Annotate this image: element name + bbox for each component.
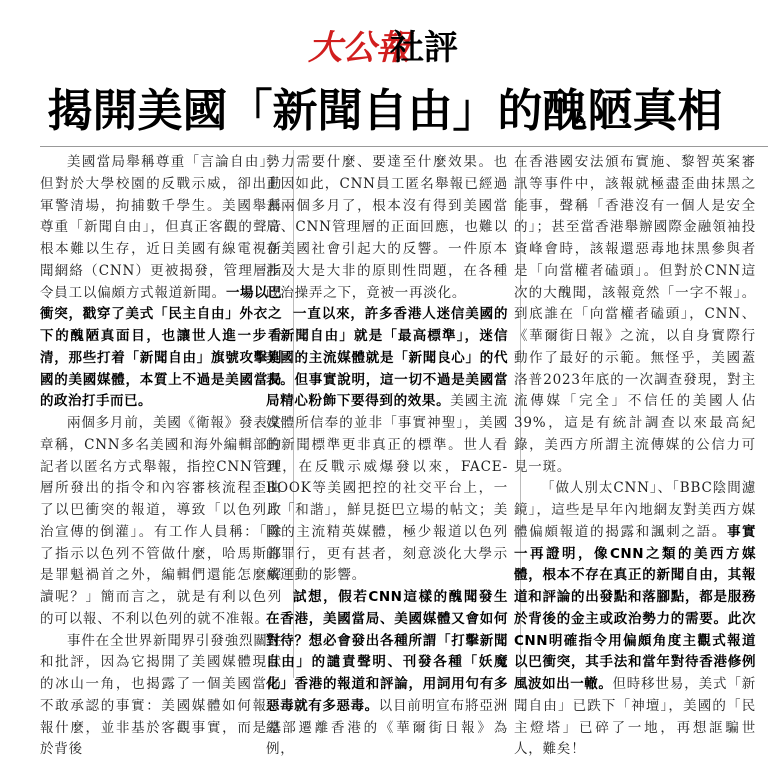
emphasis-text: 試想，假若CNN這樣的醜聞發生在香港，美國當局、美國媒體又會如何對待？想必會發出各種所謂「打擊新聞自由」的譴責聲明、刊發各種「妖魔化」香港的報道和評論，用詞用句有多惡毒就有多惡毒。 <box>266 589 508 714</box>
headline-divider <box>40 146 768 147</box>
article-paragraph <box>514 478 756 761</box>
body-text: 以目前明宣布將亞洲總部遷離香港的《華爾街日報》為例， <box>266 698 508 758</box>
section-title: 社評 <box>390 28 458 68</box>
article-paragraph <box>40 152 282 413</box>
article-paragraph <box>40 631 282 761</box>
body-text: 勢力需要什麼、要達至什麼效果。也正因如此，CNN員工匿名舉報已經過去兩個多月了，根本沒有得到美國當局、CNN管理層的正面回應，也難以在美國社會引起大的反響。一件原本涉及大是大非的原則性問題，在各種政治操弄之下，竟被一再淡化。 <box>266 154 508 301</box>
article-column-3 <box>514 152 756 677</box>
emphasis-text: 一場以巴衝突，戳穿了美式「民主自由」外衣之下的醜陋真面目，也讓世人進一步看清，那些打着「新聞自由」旗號攻擊別國的美國媒體，本質上不過是美國當局的政治打手而已。 <box>40 285 282 410</box>
emphasis-text: 一直以來，許多香港人迷信美國的「新聞自由」就是「最高標準」，迷信美國的主流媒體就是「新聞良心」的代表。但事實說明，這一切不過是美國當局精心粉飾下要得到的效果。 <box>266 306 508 409</box>
article-paragraph <box>40 413 282 631</box>
body-text: 美國當局舉稱尊重「言論自由」，但對於大學校園的反戰示威，卻出動軍警清場，拘捕數千學生。美國舉稱尊重「新聞自由」，但真正客觀的聲音根本難以生存，近日美國有線電視新聞網絡（CNN）更被揭發，管理層指令員工以偏頗方式報道新聞。 <box>40 154 282 301</box>
body-text: 在香港國安法頒布實施、黎智英案審訊等事件中，該報就極盡歪曲抹黑之能事，聲稱「香港沒有一個人是安全的」；甚至當香港舉辦國際金融領袖投資峰會時，該報還惡毒地抹黑參與者是「向當權者磕頭」。但對於CNN這次的大醜聞，該報竟然「一字不報」。到底誰在「向當權者磕頭」，CNN、《華爾街日報》之流，以自身實際行動作了最好的示範。無怪乎，美國蓋洛普2023年底的一次調查發現，對主流傳媒「完全」不信任的美國人佔39%，這是有統計調查以來最高紀錄，美西方所謂主流傳媒的公信力可見一斑。 <box>514 154 756 475</box>
body-text: 事件在全世界新聞界引發強烈關注和批評，因為它揭開了美國媒體現狀的冰山一角，也揭露了一個美國當局不敢承認的事實：美國媒體如何報、報什麼，並非基於客觀事實，而是基於背後 <box>40 633 282 758</box>
article-paragraph <box>514 152 756 478</box>
body-text: 兩個多月前，美國《衛報》發表文章稱，CNN多名美國和海外編輯部的記者以匿名方式舉報，指控CNN管理層所發出的指令和內容審核流程歪曲了以巴衝突的報道，導致「以色列政治宣傳的倒灌」。有工作人員稱：「除了指示以色列不管做什麼，哈馬斯都是罪魁禍首之外，編輯們還能怎麼解讀呢？」簡而言之，就是有利以色列的可以報、不利以色列的就不准報。 <box>40 415 282 627</box>
masthead <box>0 28 770 68</box>
newspaper-logo: 大公報 <box>308 28 410 68</box>
body-text: 「做人別太CNN」、「BBC陰間濾鏡」，這些是早年內地網友對美西方媒體偏頗報道的揭露和諷刺之語。 <box>514 480 756 540</box>
article-paragraph <box>266 152 508 304</box>
body-text: 美國主流媒體所信奉的並非「事實神聖」，美國的新聞標準更非真正的標準。世人看到，在反戰示威爆發以來，FACE-BOOK等美國把控的社交平台上，一片「和諧」，鮮見挺巴立場的帖文；美國的主流精英媒體，極少報道以色列的罪行，更有甚者，刻意淡化大學示威運動的影響。 <box>266 393 508 583</box>
article-column-2 <box>266 152 508 677</box>
body-text: 但時移世易，美式「新聞自由」已跌下「神壇」，美國的「民主燈塔」已碎了一地，再想誆騙世人，難矣！ <box>514 676 756 757</box>
article-paragraph <box>266 304 508 587</box>
article-column-1 <box>40 152 282 677</box>
headline: 揭開美國「新聞自由」的醜陋真相 <box>0 82 770 140</box>
emphasis-text: 事實一再證明，像CNN之類的美西方媒體，根本不存在真正的新聞自由，其報道和評論的出發點和落腳點，都是服務於背後的金主或政治勢力的需要。此次CNN明確指令用偏頗角度主觀式報道以巴衝突，其手法和當年對待香港修例風波如出一轍。 <box>514 524 756 692</box>
article-paragraph <box>266 587 508 761</box>
